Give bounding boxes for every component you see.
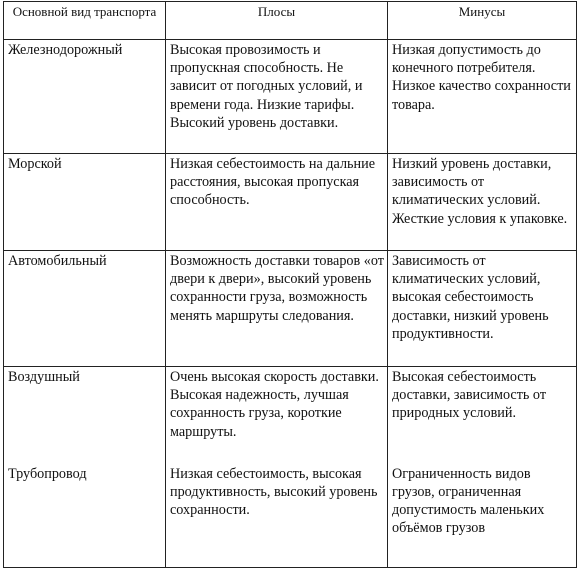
table-row-sea (4, 154, 577, 251)
cell-type: Воздушный (4, 367, 166, 464)
cell-cons: Высокая себестоимость доставки, зависимость от природных условий. (388, 367, 577, 464)
table-header-row (4, 2, 577, 40)
header-pros: Плосы (166, 2, 388, 40)
header-cons: Минусы (388, 2, 577, 40)
cell-type: Морской (4, 154, 166, 251)
table-row-road (4, 251, 577, 367)
cell-cons: Низкий уровень доставки, зависимость от климатических условий. Жесткие условия к упаковке. (388, 154, 577, 251)
cell-cons: Зависимость от климатических условий, высокая себестоимость доставки, низкий уровень продуктивности. (388, 251, 577, 367)
table-row-pipeline (4, 464, 577, 568)
table-row-railway (4, 40, 577, 154)
cell-pros: Очень высокая скорость доставки. Высокая надежность, лучшая сохранность груза, короткие маршруты. (166, 367, 388, 464)
cell-type: Трубопровод (4, 464, 166, 568)
cell-pros: Высокая провозимость и пропускная способность. Не зависит от погодных условий, и времени года. Низкие тарифы. Высокий уровень доставки. (166, 40, 388, 154)
cell-type: Железнодорожный (4, 40, 166, 154)
cell-pros: Низкая себестоимость, высокая продуктивность, высокий уровень сохранности. (166, 464, 388, 568)
header-transport-type: Основной вид транспорта (4, 2, 166, 40)
cell-pros: Возможность доставки товаров «от двери к двери», высокий уровень сохранности груза, возможность менять маршруты следования. (166, 251, 388, 367)
table-row-air (4, 367, 577, 464)
cell-type: Автомобильный (4, 251, 166, 367)
transport-comparison-table (3, 1, 577, 568)
cell-pros: Низкая себестоимость на дальние расстояния, высокая пропуская способность. (166, 154, 388, 251)
cell-cons: Низкая допустимость до конечного потребителя. Низкое качество сохранности товара. (388, 40, 577, 154)
cell-cons: Ограниченность видов грузов, ограниченная допустимость маленьких объёмов грузов (388, 464, 577, 568)
